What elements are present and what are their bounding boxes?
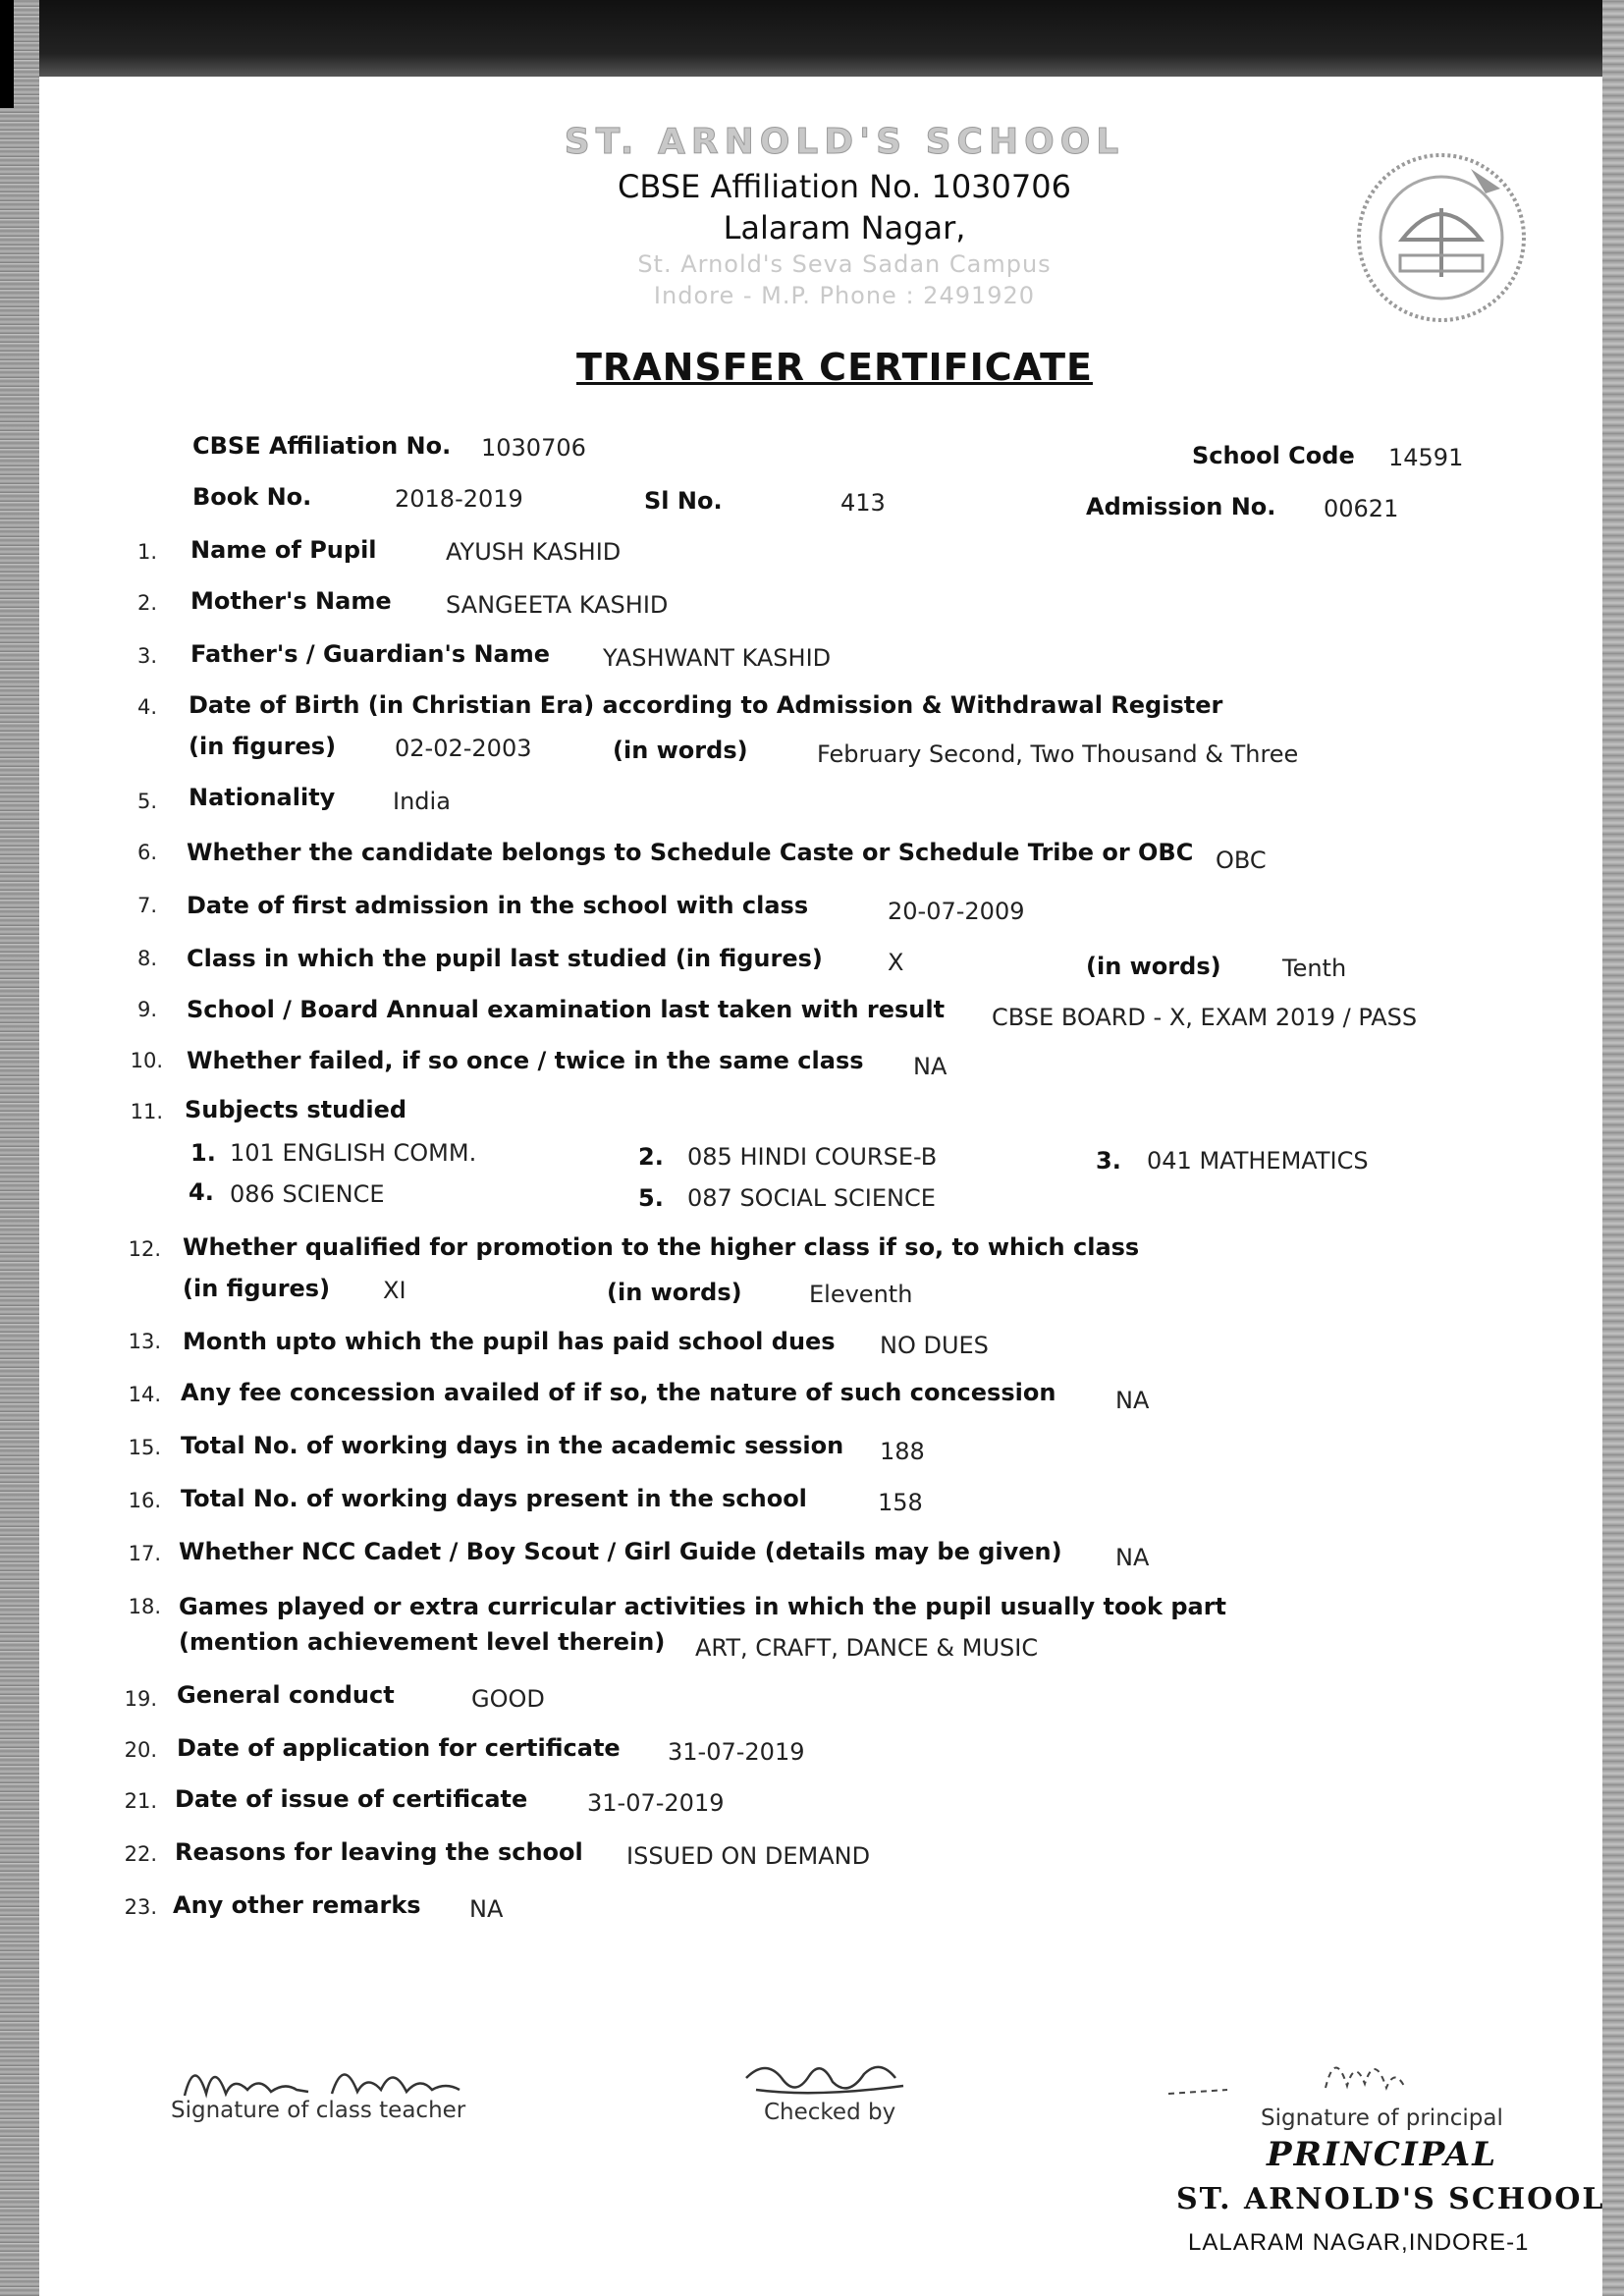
field-number: 22. — [124, 1842, 157, 1866]
affiliation-row — [192, 432, 451, 460]
field-number: 3. — [136, 644, 157, 668]
field-number: 7. — [136, 894, 157, 917]
subject-name: 085 HINDI COURSE-B — [687, 1143, 938, 1171]
subject-name: 041 MATHEMATICS — [1147, 1147, 1369, 1175]
field-number: 20. — [124, 1738, 157, 1762]
caste-label: Whether the candidate belongs to Schedule Caste or Schedule Tribe or OBC — [187, 839, 1194, 866]
affiliation-value: 1030706 — [481, 434, 586, 462]
field-number: 19. — [124, 1687, 157, 1711]
leaving-reason-value: ISSUED ON DEMAND — [626, 1842, 871, 1870]
field-number: 4. — [136, 695, 157, 719]
field-number: 10. — [130, 1049, 163, 1072]
first-admission-value: 20-07-2009 — [888, 898, 1025, 925]
field-number: 16. — [128, 1489, 161, 1512]
promotion-figures-label: (in figures) — [183, 1275, 331, 1302]
days-present-label: Total No. of working days present in the school — [181, 1485, 807, 1512]
stamp-title: PRINCIPAL — [1267, 2135, 1498, 2174]
last-class-words-label: (in words) — [1086, 953, 1221, 980]
field-number: 1. — [136, 540, 157, 564]
scan-corner — [0, 0, 14, 108]
issue-date-label: Date of issue of certificate — [175, 1785, 528, 1813]
first-admission-label: Date of first admission in the school with class — [187, 892, 809, 919]
dob-figures-label: (in figures) — [189, 733, 337, 760]
campus-line: St. Arnold's Seva Sadan Campus — [637, 250, 1052, 278]
promotion-label: Whether qualified for promotion to the higher class if so, to which class — [183, 1233, 1140, 1261]
conduct-value: GOOD — [471, 1685, 545, 1713]
affiliation-label: CBSE Affiliation No. — [192, 432, 452, 460]
admission-label: Admission No. — [1086, 493, 1276, 520]
dob-label: Date of Birth (in Christian Era) according to Admission & Withdrawal Register — [189, 691, 1223, 719]
activities-value: ART, CRAFT, DANCE & MUSIC — [695, 1634, 1039, 1662]
subject-number: 1. — [190, 1139, 216, 1167]
concession-label: Any fee concession availed of if so, the nature of such concession — [181, 1379, 1056, 1406]
field-number: 13. — [128, 1330, 161, 1353]
dob-figures-value: 02-02-2003 — [395, 735, 532, 762]
field-number: 9. — [136, 998, 157, 1021]
promotion-words-label: (in words) — [607, 1279, 742, 1306]
stamp-school-name: ST. ARNOLD'S SCHOOL — [1176, 2182, 1605, 2216]
nationality-label: Nationality — [189, 784, 336, 811]
dob-words-value: February Second, Two Thousand & Three — [817, 740, 1299, 768]
checked-by-label: Checked by — [764, 2100, 896, 2125]
field-number: 18. — [128, 1595, 161, 1618]
exam-result-value: CBSE BOARD - X, EXAM 2019 / PASS — [992, 1004, 1418, 1031]
subject-number: 4. — [189, 1178, 214, 1206]
letterhead — [511, 122, 1178, 309]
book-label: Book No. — [192, 483, 312, 511]
name-of-pupil-label: Name of Pupil — [190, 536, 377, 564]
conduct-label: General conduct — [177, 1681, 395, 1709]
activities-label-2: (mention achievement level therein) — [179, 1628, 666, 1656]
field-number: 11. — [130, 1100, 163, 1123]
field-number: 14. — [128, 1383, 161, 1406]
phone-line: Indore - M.P. Phone : 2491920 — [653, 282, 1036, 309]
admission-value: 00621 — [1324, 495, 1399, 522]
field-number: 15. — [128, 1436, 161, 1459]
subjects-label: Subjects studied — [185, 1096, 407, 1123]
failed-value: NA — [913, 1053, 947, 1080]
school-code-value: 14591 — [1388, 444, 1464, 471]
subject-number: 5. — [638, 1184, 664, 1212]
days-present-value: 158 — [878, 1489, 923, 1516]
scan-top-edge — [0, 0, 1624, 77]
working-days-value: 188 — [880, 1438, 925, 1465]
affiliation-line: CBSE Affiliation No. 1030706 — [618, 168, 1071, 205]
town-line: Lalaram Nagar, — [723, 209, 966, 246]
ncc-label: Whether NCC Cadet / Boy Scout / Girl Guide (details may be given) — [179, 1538, 1062, 1565]
school-code-label: School Code — [1192, 442, 1355, 469]
last-class-words-value: Tenth — [1282, 955, 1347, 982]
subject-number: 2. — [638, 1143, 664, 1171]
name-of-pupil-value: AYUSH KASHID — [446, 538, 622, 566]
subject-number: 3. — [1096, 1147, 1121, 1175]
working-days-label: Total No. of working days in the academic session — [181, 1432, 844, 1459]
remarks-label: Any other remarks — [173, 1891, 421, 1919]
issue-date-value: 31-07-2019 — [587, 1789, 725, 1817]
field-number: 2. — [136, 591, 157, 615]
application-date-label: Date of application for certificate — [177, 1734, 621, 1762]
subject-name: 087 SOCIAL SCIENCE — [687, 1184, 936, 1212]
field-number: 6. — [136, 841, 157, 864]
last-class-value: X — [888, 949, 904, 976]
school-name: ST. ARNOLD'S SCHOOL — [564, 122, 1125, 162]
application-date-value: 31-07-2019 — [668, 1738, 805, 1766]
checked-by-signature-icon — [727, 2039, 923, 2107]
sl-label: Sl No. — [644, 487, 723, 515]
leaving-reason-label: Reasons for leaving the school — [175, 1838, 583, 1866]
field-number: 12. — [128, 1237, 161, 1261]
promotion-figures-value: XI — [383, 1277, 406, 1304]
father-name-label: Father's / Guardian's Name — [190, 640, 551, 668]
dob-words-label: (in words) — [613, 737, 748, 764]
failed-label: Whether failed, if so once / twice in the same class — [187, 1047, 864, 1074]
caste-value: OBC — [1216, 847, 1267, 874]
exam-result-label: School / Board Annual examination last taken with result — [187, 996, 946, 1023]
remarks-value: NA — [469, 1895, 504, 1923]
stamp-place: LALARAM NAGAR,INDORE-1 — [1188, 2229, 1530, 2256]
certificate-title: TRANSFER CERTIFICATE — [576, 346, 1093, 389]
subject-name: 101 ENGLISH COMM. — [230, 1139, 477, 1167]
field-number: 8. — [136, 947, 157, 970]
scan-right-edge — [1602, 0, 1624, 2296]
dues-value: NO DUES — [880, 1332, 989, 1359]
class-teacher-signature-label: Signature of class teacher — [171, 2098, 466, 2123]
last-class-label: Class in which the pupil last studied (in figures) — [187, 945, 823, 972]
nationality-value: India — [393, 788, 451, 815]
field-number: 5. — [136, 790, 157, 813]
field-number: 21. — [124, 1789, 157, 1813]
sl-value: 413 — [840, 489, 886, 517]
field-number: 23. — [124, 1895, 157, 1919]
mother-name-label: Mother's Name — [190, 587, 392, 615]
school-seal-icon — [1353, 149, 1530, 326]
ncc-value: NA — [1115, 1544, 1150, 1571]
subject-name: 086 SCIENCE — [230, 1180, 385, 1208]
promotion-words-value: Eleventh — [809, 1281, 913, 1308]
mother-name-value: SANGEETA KASHID — [446, 591, 669, 619]
activities-label: Games played or extra curricular activities in which the pupil usually took part — [179, 1593, 1227, 1620]
scan-left-edge — [0, 0, 39, 2296]
concession-value: NA — [1115, 1387, 1150, 1414]
field-number: 17. — [128, 1542, 161, 1565]
father-name-value: YASHWANT KASHID — [603, 644, 832, 672]
book-value: 2018-2019 — [395, 485, 523, 513]
principal-signature-label: Signature of principal — [1261, 2105, 1503, 2131]
dues-label: Month upto which the pupil has paid school dues — [183, 1328, 836, 1355]
